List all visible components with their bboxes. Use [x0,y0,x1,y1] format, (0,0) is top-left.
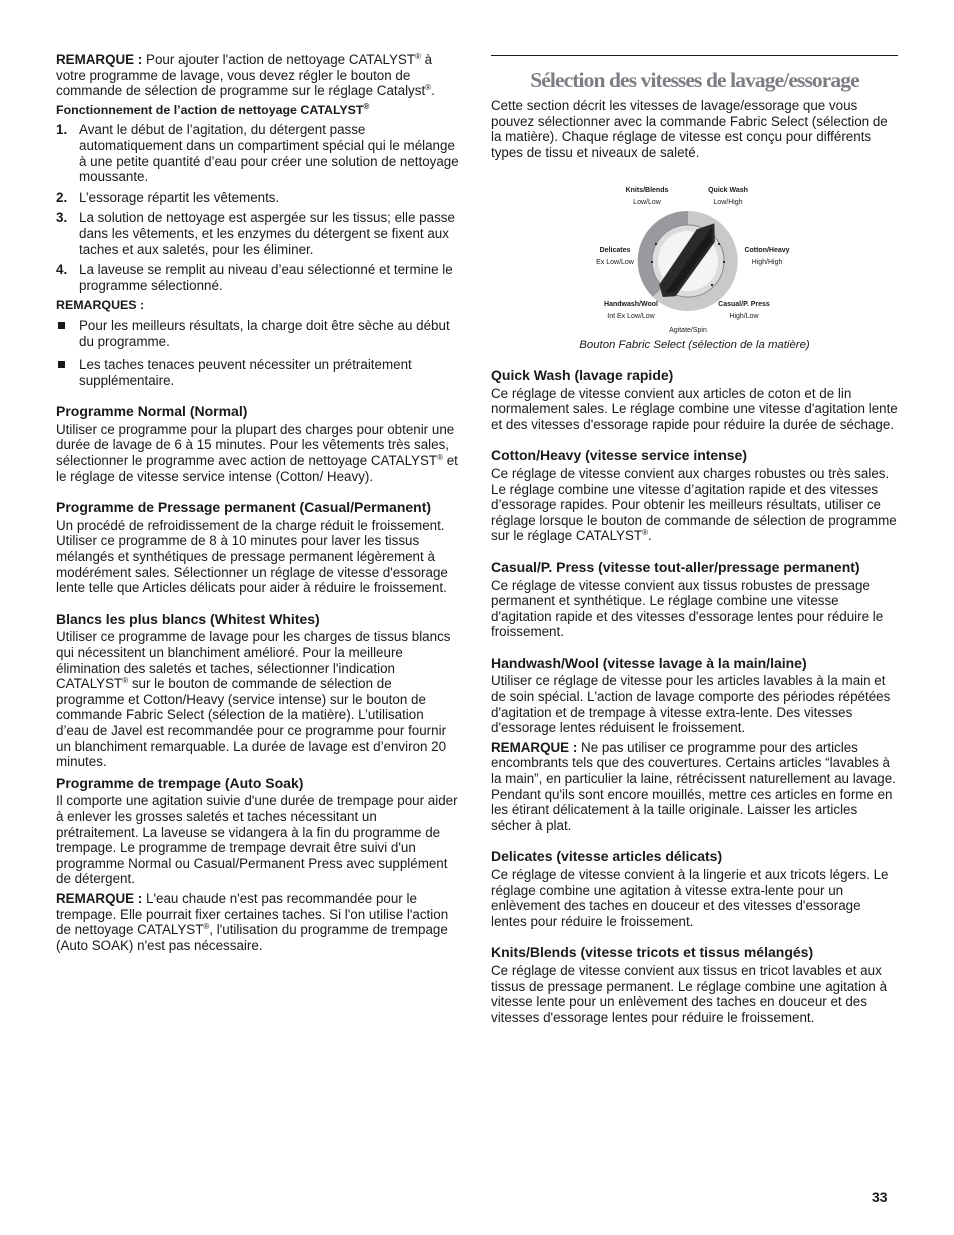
remarques-list [56,318,460,388]
dial-tick-icon [723,261,725,263]
step-item: 4. La laveuse se remplit au niveau d’eau sélectionné et termine le programme sélectionné. [56,262,453,293]
dial-sub-delicates: Ex Low/Low [596,259,634,267]
delicates-text: Ce réglage de vitesse convient à la lingerie et aux tricots légers. Le réglage combine une agitation à vitesse extra-lente pour un enlèvement des taches en douceur et des vitesses d'essorage lentes pour réduire le froissement. [491,867,889,929]
soak-note: REMARQUE : L'eau chaude n'est pas recommandée pour le trempage. Elle pourrait fixer certaines taches. Si l'on utilise l'action de nettoyage CATALYST®, l'utilisation du programme de trempage (Auto SOAK) n'est pas nécessaire. [56,890,449,953]
handwash-note: REMARQUE : Ne pas utiliser ce programme pour des articles encombrants tels que des couvertures. Certains articles “lavables à la main”, en particulier la laine, rétrécissent naturellement au lavage. Pendant qu'ils sont encore mouillés, mettre ces articles en forme en les étirant délicatement à la taille originale. Laisser les articles sécher à plat. [491,739,896,833]
section-rule [491,55,898,56]
dial-tick-icon [655,243,657,245]
knits-heading: Knits/Blends (vitesse tricots et tissus mélangés) [491,944,814,961]
catalyst-note: REMARQUE : Pour ajouter l'action de nettoyage CATALYST® à votre programme de lavage, vous devez régler le bouton de commande de sélection de programme sur le réglage Catalyst®. [56,52,435,99]
bullet-square-icon [58,322,65,329]
step-item: 1. Avant le début de l’agitation, du détergent passe automatiquement dans un compartiment spécial qui le mélange à une petite quantité d’eau pour créer une solution de nettoyage moussante. [56,122,459,185]
dial-sub-quick: Low/High [713,199,743,207]
dial-knob [638,211,738,311]
step-item: 3. La solution de nettoyage est aspergée sur les tissus; elle passe dans les vêtements, et les enzymes du détergent se fixent aux taches et aux saletés, pour les éliminer. [56,210,455,257]
quick-heading: Quick Wash (lavage rapide) [491,366,674,383]
page-number: 33 [872,1189,888,1205]
cotton-text: Ce réglage de vitesse convient aux charges robustes ou très sales. Le réglage combine une vitesse d’agitation rapide et des vitesses d’essorage rapides. Pour obtenir les meilleurs résultats, utiliser ce réglage lorsque le bouton de commande de sélection de programme sur le réglage CATALYST®. [491,465,897,544]
cotton-heading: Cotton/Heavy (vitesse service intense) [491,447,747,464]
left-column [56,52,460,953]
dial-tick-icon [718,243,720,245]
whites-heading: Blancs les plus blancs (Whitest Whites) [56,610,320,627]
fabric-select-dial [595,184,795,334]
bullet-square-icon [58,361,65,368]
soak-heading: Programme de trempage (Auto Soak) [56,774,304,791]
dial-sub-knits: Low/Low [633,199,661,207]
dial-tick-icon [711,284,713,286]
handwash-text: Utiliser ce réglage de vitesse pour les articles lavables à la main et de soin spécial. L'action de lavage comporte des périodes répétées d'agitation et de trempage à vitesse extra-lente. Des vitesses d'essorage lentes réduisent le froissement. [491,673,891,736]
dial-label-knits: Knits/Blends [625,187,669,195]
delicates-heading: Delicates (vitesse articles délicats) [491,848,723,865]
casual-program-heading: Programme de Pressage permanent (Casual/Permanent) [56,499,432,516]
dial-sub-handwash: Int Ex Low/Low [607,313,655,321]
quick-text: Ce réglage de vitesse convient aux articles de coton et de lin normalement sales. Le réglage combine une vitesse d'agitation lente et des vitesses d'essorage rapide pour réduire la durée de séchage. [491,385,898,432]
dial-sub-casual: High/Low [729,313,759,321]
remarques-heading: REMARQUES : [56,298,145,313]
dial-sub-cotton: High/High [751,259,783,267]
bullet-item: Les taches tenaces peuvent nécessiter un prétraitement supplémentaire. [56,357,460,388]
dial-label-delicates: Delicates [599,247,631,255]
catalyst-heading: Fonctionnement de l’action de nettoyage CATALYST® [56,101,370,117]
step-item: 2. L’essorage répartit les vêtements. [56,189,280,205]
dial-label-cotton: Cotton/Heavy [744,247,790,255]
whites-text: Utiliser ce programme de lavage pour les charges de tissus blancs qui nécessitent un blanchiment amélioré. Pour la meilleure élimination des saletés et taches, sélectionner l'indication CATALYST® sur le bouton de commande de sélection de programme et Cotton/Heavy (service intense) sur le bouton de commande Fabric Select (sélection de la matière). L’utilisation d’eau de Javel est recommandée pour ce programme pour fournir un blanchiment remarquable. La durée de lavage est d’environ 20 minutes. [56,629,451,770]
dial-label-casual: Casual/P. Press [718,301,770,309]
section-intro: Cette section décrit les vitesses de lavage/essorage que vous pouvez sélectionner avec la commande Fabric Select (sélection de la matière). Chaque réglage de vitesse est conçu pour différents types de tissu et niveaux de saleté. [491,98,888,160]
dial-label-quick: Quick Wash [708,187,748,195]
casual-speed-heading: Casual/P. Press (vitesse tout-aller/pressage permanent) [491,558,860,575]
dial-tick-icon [651,261,653,263]
soak-text: Il comporte une agitation suivie d'une durée de trempage pour aider à enlever les grosses saletés et taches nécessitant un prétraitement. La laveuse se vidangera à la fin du programme de trempage. Le programme de trempage devrait être suivi d'un programme Normal ou Casual/Permanent Press avec supplément de détergent. [56,793,458,887]
normal-heading: Programme Normal (Normal) [56,403,248,420]
dial-label-handwash: Handwash/Wool [604,301,658,309]
dial-caption: Bouton Fabric Select (sélection de la matière) [579,339,810,352]
dial-tick-icon [663,284,665,286]
catalyst-steps [56,122,460,293]
casual-program-text: Un procédé de refroidissement de la charge réduit le froissement. Utiliser ce programme de 8 à 10 minutes pour laver les tissus mélangés et synthétiques de pressage permanent légèrement à modérément sales. Sélectionner un réglage de vitesse d'essorage lente telle que Articles délicats pour aider à réduire le froissement. [56,517,448,596]
casual-speed-text: Ce réglage de vitesse convient aux tissus robustes de pressage permanent et synthétique. Le réglage combine une vitesse d'agitation rapide et des vitesses d'essorage lentes pour réduire le froissement. [491,577,884,640]
handwash-heading: Handwash/Wool (vitesse lavage à la main/laine) [491,654,807,671]
section-title: Sélection des vitesses de lavage/essorage [530,68,859,92]
normal-text: Utiliser ce programme pour la plupart des charges pour obtenir une durée de lavage de 6 à 15 minutes. Pour les vêtements très sales, sélectionner le programme avec action de nettoyage CATALYST® et le réglage de vitesse service intense (Cotton/ Heavy). [56,421,458,484]
knits-text: Ce réglage de vitesse convient aux tissus en tricot lavables et aux tissus de pressage permanent. Le réglage combine une agitation à vitesse lente pour un enlèvement des taches en douceur et des vitesses d'essorage lentes pour réduire le froissement. [491,962,888,1025]
dial-label-bottom: Agitate/Spin [669,327,707,335]
right-column [491,52,898,1025]
bullet-item: Pour les meilleurs résultats, la charge doit être sèche au début du programme. [56,318,460,349]
